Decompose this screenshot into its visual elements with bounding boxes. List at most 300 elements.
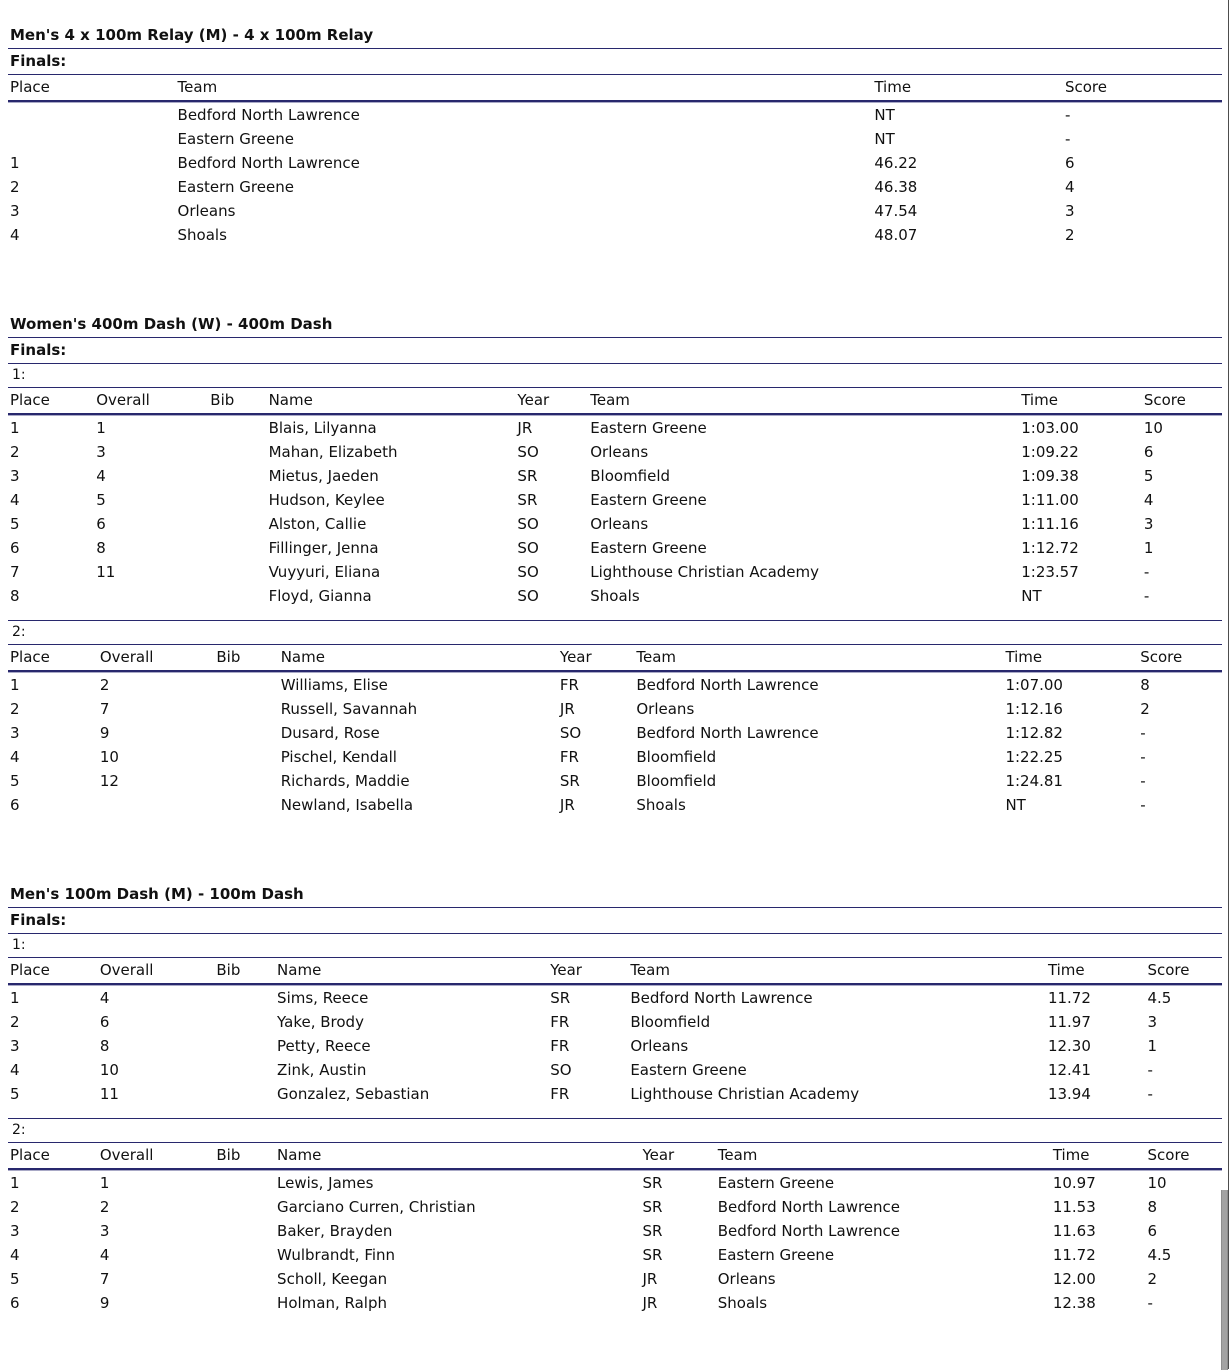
table-row — [8, 1267, 1222, 1291]
cell: - — [1140, 724, 1146, 742]
table-row — [8, 175, 1222, 199]
cell: FR — [550, 1013, 570, 1031]
cell: 5 — [1143, 467, 1154, 485]
cell: SO — [517, 443, 539, 461]
cell — [214, 745, 278, 769]
cell: 1 — [1147, 1037, 1158, 1055]
heat-label: 1: — [8, 364, 1222, 388]
cell: 4.5 — [1145, 985, 1222, 1010]
cell: Orleans — [590, 443, 649, 461]
cell: Alston, Callie — [268, 515, 367, 533]
cell: Bloomfield — [636, 748, 717, 766]
column-header: Team — [176, 75, 873, 102]
table-row — [8, 1291, 1222, 1315]
table-row — [8, 223, 1222, 247]
results-table — [8, 645, 1222, 817]
cell: 4 — [1064, 178, 1075, 196]
cell — [214, 985, 275, 1010]
column-header: Team — [716, 1143, 1051, 1170]
cell: 7 — [10, 563, 20, 581]
cell: Bedford North Lawrence — [636, 724, 819, 742]
cell: 11.63 — [1052, 1222, 1096, 1240]
cell: Fillinger, Jenna — [268, 539, 379, 557]
cell: 13.94 — [1047, 1085, 1091, 1103]
column-header: Name — [275, 1143, 640, 1170]
cell: 1 — [8, 672, 98, 697]
column-header: Score — [1138, 645, 1222, 672]
cell: 10 — [1142, 415, 1222, 440]
column-header: Bib — [214, 645, 278, 672]
cell: 1 — [8, 985, 98, 1010]
cell: 1:12.82 — [1005, 724, 1063, 742]
cell: FR — [559, 748, 579, 766]
finals-label: Finals: — [8, 338, 1222, 364]
heat-block — [8, 620, 1222, 817]
cell: 1:12.72 — [1021, 539, 1079, 557]
column-header: Place — [8, 958, 98, 985]
heat-block — [8, 1118, 1222, 1315]
cell: 6 — [10, 1294, 20, 1312]
cell: - — [1140, 748, 1146, 766]
column-header: Score — [1142, 388, 1222, 415]
cell: 11 — [96, 563, 116, 581]
cell: 12.41 — [1047, 1061, 1091, 1079]
cell: 1 — [8, 415, 94, 440]
cell: 1:11.00 — [1021, 491, 1079, 509]
cell: Orleans — [630, 1037, 689, 1055]
cell: 3 — [96, 443, 106, 461]
cell: SO — [559, 724, 582, 742]
cell: Eastern Greene — [590, 539, 707, 557]
cell: 11.97 — [1047, 1013, 1091, 1031]
cell: 47.54 — [874, 202, 918, 220]
cell: SO — [517, 515, 539, 533]
cell: Eastern Greene — [177, 178, 294, 196]
cell: Mietus, Jaeden — [268, 467, 379, 485]
event-title: Men's 4 x 100m Relay (M) - 4 x 100m Relay — [8, 26, 1222, 49]
table-row — [8, 584, 1222, 608]
column-header: Time — [1046, 958, 1146, 985]
column-header: Place — [8, 1143, 98, 1170]
cell: Pischel, Kendall — [280, 748, 397, 766]
cell: Floyd, Gianna — [268, 587, 372, 605]
cell: 1:09.22 — [1021, 443, 1079, 461]
cell: Richards, Maddie — [280, 772, 410, 790]
cell: JR — [642, 1270, 658, 1288]
cell: - — [1143, 563, 1150, 581]
cell — [214, 1243, 275, 1267]
column-header: Year — [515, 388, 588, 415]
cell: FR — [550, 1085, 570, 1103]
cell: 12 — [99, 772, 119, 790]
cell: 3 — [10, 1222, 20, 1240]
cell: Williams, Elise — [279, 672, 558, 697]
cell: 3 — [1147, 1013, 1158, 1031]
cell — [214, 1170, 275, 1195]
cell: Russell, Savannah — [280, 700, 418, 718]
column-header: Time — [1051, 1143, 1146, 1170]
table-row — [8, 985, 1222, 1010]
cell — [208, 560, 266, 584]
cell: 11.53 — [1052, 1198, 1096, 1216]
cell — [98, 793, 215, 817]
cell — [214, 672, 278, 697]
cell: 2 — [1147, 1270, 1158, 1288]
cell: 1:11.16 — [1021, 515, 1079, 533]
column-header: Score — [1145, 958, 1222, 985]
cell: 6 — [1064, 154, 1075, 172]
cell — [214, 1010, 275, 1034]
cell: 6 — [96, 515, 106, 533]
finals-label: Finals: — [8, 908, 1222, 934]
cell: 1:22.25 — [1005, 748, 1063, 766]
cell: Scholl, Keegan — [277, 1270, 388, 1288]
cell: - — [1140, 796, 1146, 814]
cell: Lighthouse Christian Academy — [590, 563, 820, 581]
cell: 4 — [98, 985, 215, 1010]
table-row — [8, 127, 1222, 151]
cell: Sims, Reece — [275, 985, 548, 1010]
cell: Bedford North Lawrence — [634, 672, 1003, 697]
table-row — [8, 464, 1222, 488]
cell: 3 — [10, 724, 20, 742]
cell: SR — [640, 1170, 715, 1195]
cell: 12.38 — [1052, 1294, 1096, 1312]
cell: 46.38 — [874, 178, 918, 196]
table-row — [8, 697, 1222, 721]
column-header: Year — [548, 958, 628, 985]
cell: 5 — [10, 772, 20, 790]
cell: 3 — [10, 1037, 20, 1055]
cell: SR — [559, 772, 580, 790]
cell: 8 — [96, 539, 106, 557]
cell: Blais, Lilyanna — [267, 415, 516, 440]
cell: Bedford North Lawrence — [628, 985, 1046, 1010]
cell: 2 — [1140, 700, 1150, 718]
cell: Shoals — [590, 587, 640, 605]
cell: Shoals — [717, 1294, 768, 1312]
cell — [214, 1082, 275, 1106]
cell: 3 — [1143, 515, 1154, 533]
table-row — [8, 1058, 1222, 1082]
cell — [214, 1291, 275, 1315]
table-row — [8, 1082, 1222, 1106]
cell: 4 — [99, 1246, 110, 1264]
cell: 7 — [99, 1270, 110, 1288]
cell: NT — [1005, 796, 1026, 814]
cell: JR — [642, 1294, 658, 1312]
cell: Eastern Greene — [177, 130, 294, 148]
cell — [208, 415, 266, 440]
table-row — [8, 560, 1222, 584]
cell: 1 — [8, 1170, 98, 1195]
cell: - — [1147, 1294, 1153, 1312]
cell: 2 — [10, 1198, 20, 1216]
cell: - — [1147, 1085, 1153, 1103]
cell: 4 — [10, 1061, 20, 1079]
cell: 1 — [94, 415, 208, 440]
cell: FR — [550, 1037, 570, 1055]
cell: Eastern Greene — [630, 1061, 747, 1079]
column-header: Year — [640, 1143, 715, 1170]
cell: SR — [642, 1246, 663, 1264]
cell: 12.00 — [1052, 1270, 1096, 1288]
heat-block — [8, 934, 1222, 1106]
cell: 1:23.57 — [1021, 563, 1079, 581]
event-title: Men's 100m Dash (M) - 100m Dash — [8, 885, 1222, 908]
column-header: Overall — [98, 1143, 215, 1170]
cell: NT — [872, 102, 1063, 127]
cell — [8, 102, 176, 127]
cell: 11.72 — [1052, 1246, 1096, 1264]
cell — [208, 584, 266, 608]
cell: Bloomfield — [630, 1013, 711, 1031]
cell: Vuyyuri, Eliana — [268, 563, 381, 581]
cell — [214, 721, 278, 745]
cell: Shoals — [177, 226, 227, 244]
column-header: Team — [628, 958, 1046, 985]
table-row — [8, 151, 1222, 175]
cell: SR — [642, 1222, 663, 1240]
cell: Eastern Greene — [716, 1170, 1051, 1195]
column-header: Score — [1146, 1143, 1223, 1170]
heat-block — [8, 75, 1222, 247]
window-edge-border — [1228, 0, 1229, 1369]
cell: 10.97 — [1051, 1170, 1146, 1195]
cell — [208, 464, 266, 488]
cell: - — [1143, 587, 1150, 605]
cell: 46.22 — [874, 154, 918, 172]
cell: SO — [517, 539, 539, 557]
column-header: Place — [8, 388, 94, 415]
cell: - — [1147, 1061, 1153, 1079]
column-header: Team — [588, 388, 1019, 415]
cell: Yake, Brody — [277, 1013, 364, 1031]
table-row — [8, 102, 1222, 127]
heat-block — [8, 364, 1222, 608]
column-header: Year — [558, 645, 634, 672]
table-row — [8, 1170, 1222, 1195]
cell: 4 — [10, 1246, 20, 1264]
cell: 1 — [1143, 539, 1154, 557]
column-header: Bib — [214, 1143, 275, 1170]
cell: 10 — [1146, 1170, 1223, 1195]
cell — [94, 584, 208, 608]
cell: Eastern Greene — [590, 491, 707, 509]
cell: 48.07 — [874, 226, 918, 244]
cell: - — [1063, 102, 1222, 127]
event-section-w400 — [8, 315, 1222, 817]
cell: 6 — [1143, 443, 1154, 461]
cell: 3 — [10, 202, 20, 220]
cell: 2 — [10, 700, 20, 718]
cell: 4 — [1143, 491, 1154, 509]
cell: 12.30 — [1047, 1037, 1091, 1055]
cell: SO — [517, 563, 539, 581]
cell: SR — [517, 491, 538, 509]
cell: Bedford North Lawrence — [177, 154, 360, 172]
cell — [208, 440, 266, 464]
table-row — [8, 1034, 1222, 1058]
cell: SO — [517, 587, 539, 605]
finals-label: Finals: — [8, 49, 1222, 75]
cell: Newland, Isabella — [280, 796, 414, 814]
cell: 4 — [10, 748, 20, 766]
cell: 4 — [96, 467, 106, 485]
table-row — [8, 512, 1222, 536]
cell: JR — [515, 415, 588, 440]
table-row — [8, 440, 1222, 464]
cell: 10 — [99, 748, 119, 766]
cell — [214, 1034, 275, 1058]
cell: 2 — [98, 672, 215, 697]
cell: 2 — [10, 178, 20, 196]
cell: 1:24.81 — [1005, 772, 1063, 790]
cell: Dusard, Rose — [280, 724, 380, 742]
results-table — [8, 958, 1222, 1106]
scrollbar-thumb[interactable] — [1221, 1190, 1228, 1370]
column-header: Bib — [214, 958, 275, 985]
table-row — [8, 1010, 1222, 1034]
cell: JR — [559, 796, 575, 814]
cell: Eastern Greene — [588, 415, 1019, 440]
heat-label: 1: — [8, 934, 1222, 958]
cell: SO — [550, 1061, 572, 1079]
heat-label: 2: — [8, 1118, 1222, 1143]
column-header: Time — [872, 75, 1063, 102]
cell: 6 — [99, 1013, 110, 1031]
cell: Zink, Austin — [277, 1061, 367, 1079]
cell: Lewis, James — [275, 1170, 640, 1195]
event-title: Women's 400m Dash (W) - 400m Dash — [8, 315, 1222, 338]
cell — [208, 488, 266, 512]
event-section-m100 — [8, 885, 1222, 1315]
cell: Bedford North Lawrence — [176, 102, 873, 127]
cell: 3 — [1064, 202, 1075, 220]
cell: 5 — [10, 515, 20, 533]
cell: Bloomfield — [636, 772, 717, 790]
column-header: Overall — [98, 645, 215, 672]
cell — [214, 769, 278, 793]
cell — [8, 127, 176, 151]
results-table — [8, 75, 1222, 247]
cell: Garciano Curren, Christian — [277, 1198, 476, 1216]
cell: NT — [874, 130, 895, 148]
cell: FR — [558, 672, 634, 697]
column-header: Overall — [94, 388, 208, 415]
cell: 10 — [99, 1061, 119, 1079]
column-header: Time — [1003, 645, 1138, 672]
table-row — [8, 1219, 1222, 1243]
cell: Orleans — [717, 1270, 776, 1288]
cell: 11 — [99, 1085, 119, 1103]
cell: 1:07.00 — [1003, 672, 1138, 697]
cell: 4 — [10, 226, 20, 244]
cell: JR — [559, 700, 575, 718]
cell: 8 — [99, 1037, 110, 1055]
cell — [214, 1267, 275, 1291]
cell: 2 — [99, 1198, 110, 1216]
cell: 9 — [99, 1294, 110, 1312]
table-row — [8, 672, 1222, 697]
cell: Bloomfield — [590, 467, 671, 485]
table-row — [8, 1195, 1222, 1219]
cell: Bedford North Lawrence — [717, 1198, 901, 1216]
cell: 1 — [10, 154, 20, 172]
cell: 4.5 — [1147, 1246, 1172, 1264]
table-row — [8, 769, 1222, 793]
column-header: Place — [8, 645, 98, 672]
cell — [214, 1058, 275, 1082]
column-header: Team — [634, 645, 1003, 672]
cell — [214, 697, 278, 721]
cell: 2 — [10, 443, 20, 461]
table-row — [8, 536, 1222, 560]
cell: 7 — [99, 700, 110, 718]
cell: SR — [517, 467, 538, 485]
cell: 2 — [1064, 226, 1075, 244]
cell: 6 — [10, 796, 20, 814]
cell — [208, 536, 266, 560]
cell: Lighthouse Christian Academy — [630, 1085, 860, 1103]
cell: 6 — [10, 539, 20, 557]
cell — [214, 793, 278, 817]
cell: 9 — [99, 724, 110, 742]
table-row — [8, 199, 1222, 223]
cell: Petty, Reece — [277, 1037, 371, 1055]
results-table — [8, 388, 1222, 608]
column-header: Time — [1019, 388, 1142, 415]
cell: Orleans — [177, 202, 236, 220]
column-header: Place — [8, 75, 176, 102]
cell — [214, 1219, 275, 1243]
column-header: Bib — [208, 388, 266, 415]
column-header: Name — [275, 958, 548, 985]
cell: Mahan, Elizabeth — [268, 443, 398, 461]
table-row — [8, 415, 1222, 440]
table-row — [8, 488, 1222, 512]
cell: Baker, Brayden — [277, 1222, 393, 1240]
heat-label: 2: — [8, 620, 1222, 645]
cell: - — [1140, 772, 1146, 790]
cell: Bedford North Lawrence — [717, 1222, 901, 1240]
results-table — [8, 1143, 1222, 1315]
cell: 4 — [10, 491, 20, 509]
cell: 5 — [10, 1270, 20, 1288]
cell: Eastern Greene — [717, 1246, 835, 1264]
cell: Shoals — [636, 796, 686, 814]
cell: 8 — [1147, 1198, 1158, 1216]
cell: 1:03.00 — [1019, 415, 1142, 440]
cell: Orleans — [590, 515, 649, 533]
cell: 3 — [99, 1222, 110, 1240]
cell — [208, 512, 266, 536]
cell — [214, 1195, 275, 1219]
cell: Wulbrandt, Finn — [277, 1246, 396, 1264]
cell: Hudson, Keylee — [268, 491, 385, 509]
cell: Gonzalez, Sebastian — [277, 1085, 430, 1103]
cell: 2 — [10, 1013, 20, 1031]
column-header: Name — [279, 645, 558, 672]
cell: Orleans — [636, 700, 695, 718]
cell: 11.72 — [1046, 985, 1146, 1010]
column-header: Name — [267, 388, 516, 415]
table-row — [8, 1243, 1222, 1267]
cell: SR — [548, 985, 628, 1010]
cell: 8 — [10, 587, 20, 605]
cell: 5 — [96, 491, 106, 509]
cell: 1:09.38 — [1021, 467, 1079, 485]
